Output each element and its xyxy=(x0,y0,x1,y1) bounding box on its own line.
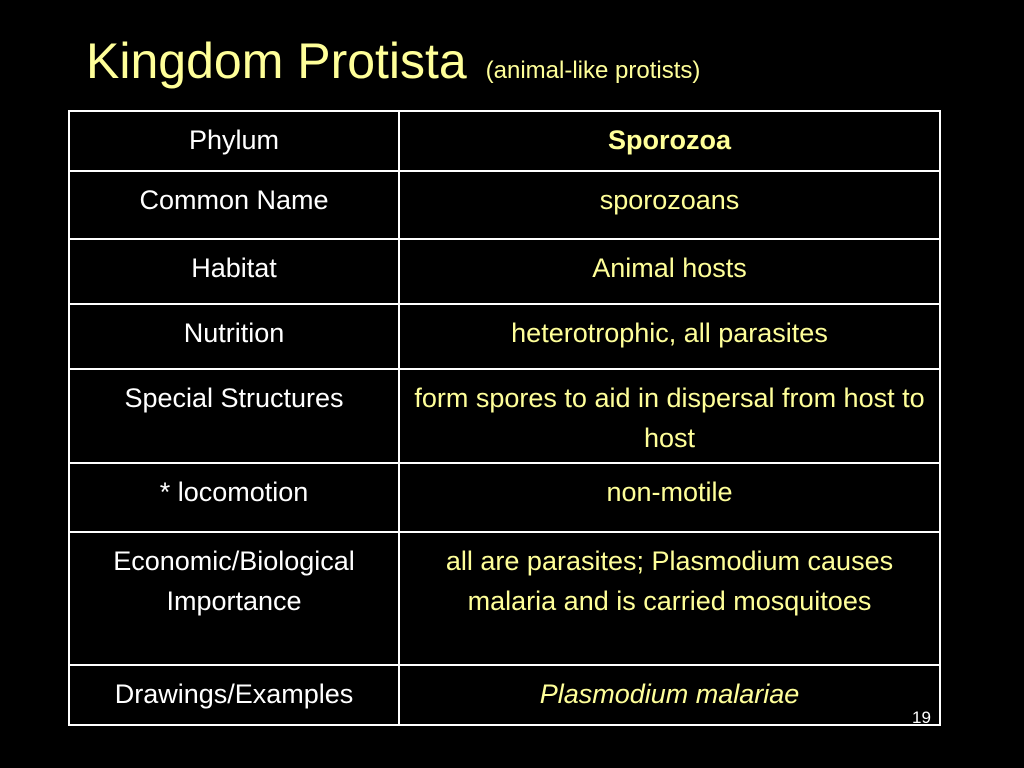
table-row xyxy=(69,171,940,239)
row-value-nutrition: heterotrophic, all parasites xyxy=(399,304,940,369)
table-row xyxy=(69,532,940,665)
row-label-importance: Economic/Biological Importance xyxy=(69,532,399,665)
row-label-locomotion: * locomotion xyxy=(69,463,399,532)
row-value-drawings-examples: Plasmodium malariae xyxy=(399,665,940,725)
table-row xyxy=(69,463,940,532)
row-label-phylum: Phylum xyxy=(69,111,399,171)
row-value-special-structures: form spores to aid in dispersal from host to host xyxy=(399,369,940,463)
row-value-phylum: Sporozoa xyxy=(399,111,940,171)
row-label-special-structures: Special Structures xyxy=(69,369,399,463)
slide-number: 19 xyxy=(912,708,931,727)
table-row xyxy=(69,304,940,369)
table-row xyxy=(69,369,940,463)
row-label-drawings-examples: Drawings/Examples xyxy=(69,665,399,725)
title-subtitle: (animal-like protists) xyxy=(485,57,701,84)
row-value-locomotion: non-motile xyxy=(399,463,940,532)
row-label-nutrition: Nutrition xyxy=(69,304,399,369)
table-row xyxy=(69,665,940,725)
table-row xyxy=(69,239,940,304)
slide-title xyxy=(86,33,701,89)
title-main: Kingdom Protista xyxy=(86,33,467,89)
row-value-importance: all are parasites; Plasmodium causes malaria and is carried mosquitoes xyxy=(399,532,940,665)
row-value-habitat: Animal hosts xyxy=(399,239,940,304)
row-label-habitat: Habitat xyxy=(69,239,399,304)
row-label-common-name: Common Name xyxy=(69,171,399,239)
row-value-common-name: sporozoans xyxy=(399,171,940,239)
table-row xyxy=(69,111,940,171)
classification-table xyxy=(68,110,941,726)
